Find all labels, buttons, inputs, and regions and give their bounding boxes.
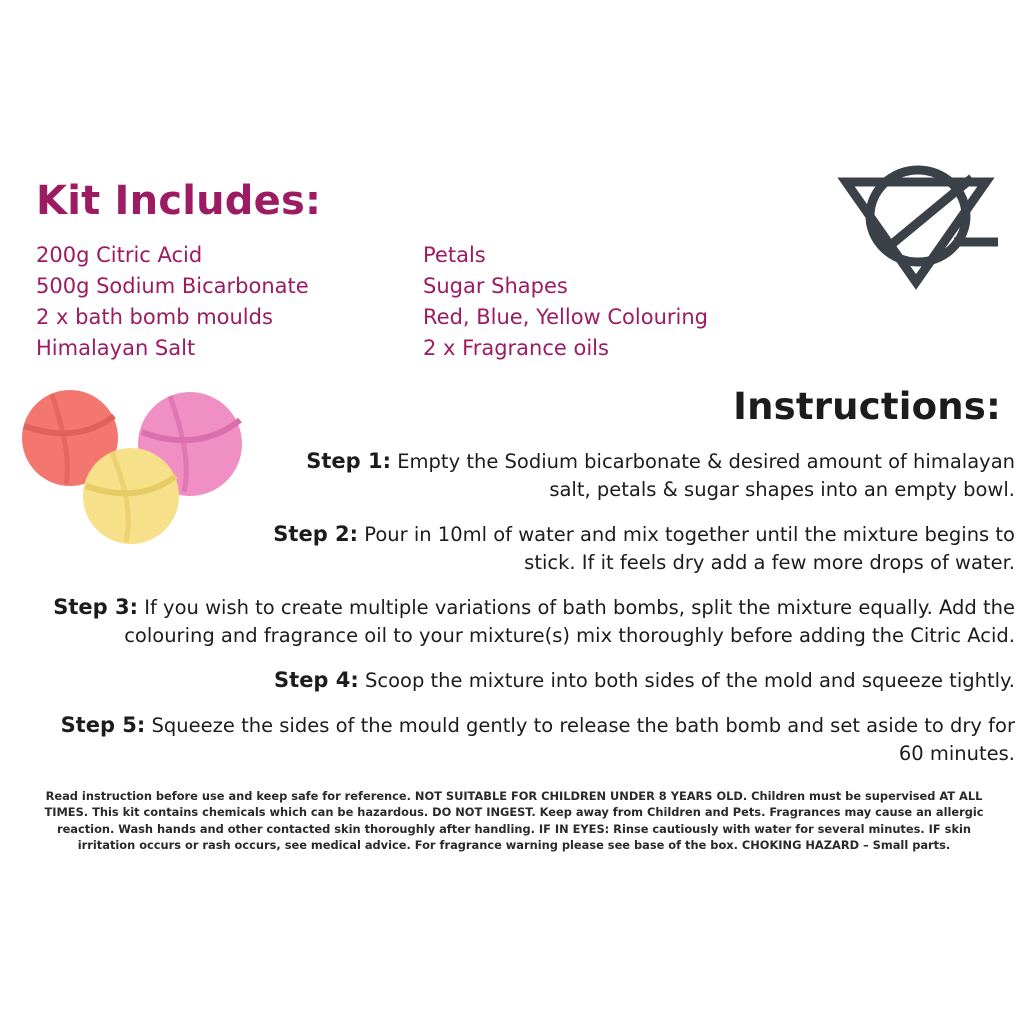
- brand-logo-icon: [832, 160, 1000, 296]
- step-text: Scoop the mixture into both sides of the mold and squeeze tightly.: [365, 669, 1015, 692]
- step-label: Step 4:: [274, 668, 359, 692]
- step-label: Step 5:: [60, 713, 146, 737]
- step-label: Step 2:: [273, 522, 359, 546]
- kit-item: 200g Citric Acid: [36, 243, 203, 267]
- step-label: Step 3:: [53, 595, 139, 619]
- instruction-step: [30, 520, 1015, 577]
- instruction-step: [30, 711, 1015, 768]
- kit-item: 2 x Fragrance oils: [423, 336, 609, 360]
- safety-warning-text: Read instruction before use and keep safe for reference. NOT SUITABLE FOR CHILDREN UNDER 8 YEARS OLD. Children must be supervised AT ALL TIMES. This kit contains chemicals which can be hazardous. DO NOT INGEST. Keep away from Children and Pets. Fragrances may cause an allergic reaction. Wash hands and other contacted skin thoroughly after handling. IF IN EYES: Rinse cautiously with water for several minutes. IF skin irritation occurs or rash occurs, see medical advice. For fragrance warning please see base of the box. CHOKING HAZARD – Small parts.: [44, 789, 984, 853]
- kit-includes-column-left: [36, 240, 309, 364]
- step-text: Pour in 10ml of water and mix together until the mixture begins to stick. If it feels dry add a few more drops of water.: [364, 523, 1015, 574]
- instruction-step: [30, 447, 1015, 504]
- kit-includes-title: Kit Includes:: [36, 178, 322, 224]
- step-text: If you wish to create multiple variations of bath bombs, split the mixture equally. Add the colouring and fragrance oil to your mixture(s) mix thoroughly before adding the Citric Acid.: [124, 596, 1015, 647]
- step-label: Step 1:: [306, 449, 392, 473]
- kit-item: Petals: [423, 243, 486, 267]
- step-text: Squeeze the sides of the mould gently to release the bath bomb and set aside to dry for 60 minutes.: [151, 714, 1015, 765]
- step-text: Empty the Sodium bicarbonate & desired amount of himalayan salt, petals & sugar shapes into an empty bowl.: [397, 450, 1015, 501]
- kit-item: Red, Blue, Yellow Colouring: [423, 305, 709, 329]
- kit-item: Himalayan Salt: [36, 336, 196, 360]
- instruction-step: [30, 593, 1015, 650]
- kit-includes-column-right: [423, 240, 708, 364]
- kit-item: 500g Sodium Bicarbonate: [36, 274, 309, 298]
- instructions-title: Instructions:: [733, 385, 1001, 428]
- kit-item: Sugar Shapes: [423, 274, 568, 298]
- kit-item: 2 x bath bomb moulds: [36, 305, 273, 329]
- instruction-steps: [30, 447, 1015, 784]
- instruction-step: [30, 666, 1015, 695]
